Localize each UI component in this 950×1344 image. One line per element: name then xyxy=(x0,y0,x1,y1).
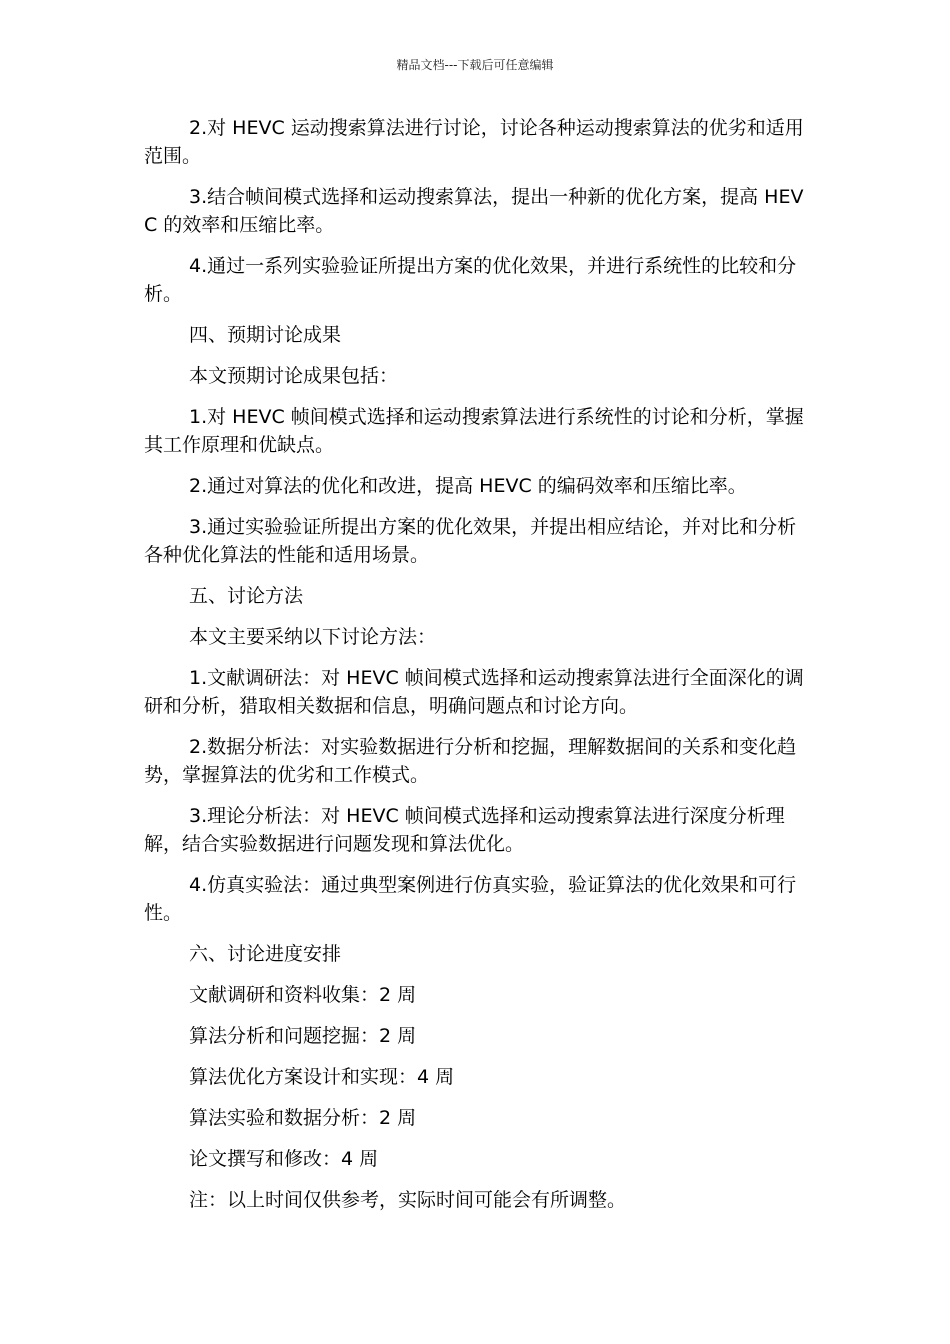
schedule-item-literature: 文献调研和资料收集：2 周 xyxy=(189,984,417,1006)
schedule-item-writing: 论文撰写和修改：4 周 xyxy=(189,1148,379,1170)
page-header: 精品文档---下载后可任意编辑 xyxy=(396,58,554,72)
paragraph-method-2: 2.数据分析法：对实验数据进行分析和挖掘，理解数据间的关系和变化趋势，掌握算法的优劣和工作模式。 xyxy=(144,736,797,786)
schedule-item-analysis: 算法分析和问题挖掘：2 周 xyxy=(189,1025,417,1047)
section-heading-schedule: 六、讨论进度安排 xyxy=(189,943,342,965)
paragraph-goal-2: 2.对 HEVC 运动搜索算法进行讨论，讨论各种运动搜索算法的优劣和适用范围。 xyxy=(144,117,804,167)
schedule-note: 注：以上时间仅供参考，实际时间可能会有所调整。 xyxy=(189,1189,627,1211)
paragraph-result-2: 2.通过对算法的优化和改进，提高 HEVC 的编码效率和压缩比率。 xyxy=(189,475,747,497)
schedule-item-design: 算法优化方案设计和实现：4 周 xyxy=(189,1066,455,1088)
paragraph-method-4: 4.仿真实验法：通过典型案例进行仿真实验，验证算法的优化效果和可行性。 xyxy=(144,874,797,924)
paragraph-methods-intro: 本文主要采纳以下讨论方法： xyxy=(189,626,437,648)
schedule-item-experiment: 算法实验和数据分析：2 周 xyxy=(189,1107,417,1129)
paragraph-method-3: 3.理论分析法：对 HEVC 帧间模式选择和运动搜索算法进行深度分析理解，结合实验数据进行问题发现和算法优化。 xyxy=(144,805,785,855)
paragraph-result-3: 3.通过实验验证所提出方案的优化效果，并提出相应结论，并对比和分析各种优化算法的性能和适用场景。 xyxy=(144,516,797,566)
paragraph-goal-4: 4.通过一系列实验验证所提出方案的优化效果，并进行系统性的比较和分析。 xyxy=(144,255,797,305)
document-body xyxy=(144,114,806,1227)
paragraph-results-intro: 本文预期讨论成果包括： xyxy=(189,365,399,387)
paragraph-method-1: 1.文献调研法：对 HEVC 帧间模式选择和运动搜索算法进行全面深化的调研和分析，猎取相关数据和信息，明确问题点和讨论方向。 xyxy=(144,667,804,717)
paragraph-goal-3: 3.结合帧间模式选择和运动搜索算法，提出一种新的优化方案，提高 HEVC 的效率和压缩比率。 xyxy=(144,186,804,236)
section-heading-expected-results: 四、预期讨论成果 xyxy=(189,324,342,346)
paragraph-result-1: 1.对 HEVC 帧间模式选择和运动搜索算法进行系统性的讨论和分析，掌握其工作原理和优缺点。 xyxy=(144,406,804,456)
section-heading-methods: 五、讨论方法 xyxy=(189,585,304,607)
